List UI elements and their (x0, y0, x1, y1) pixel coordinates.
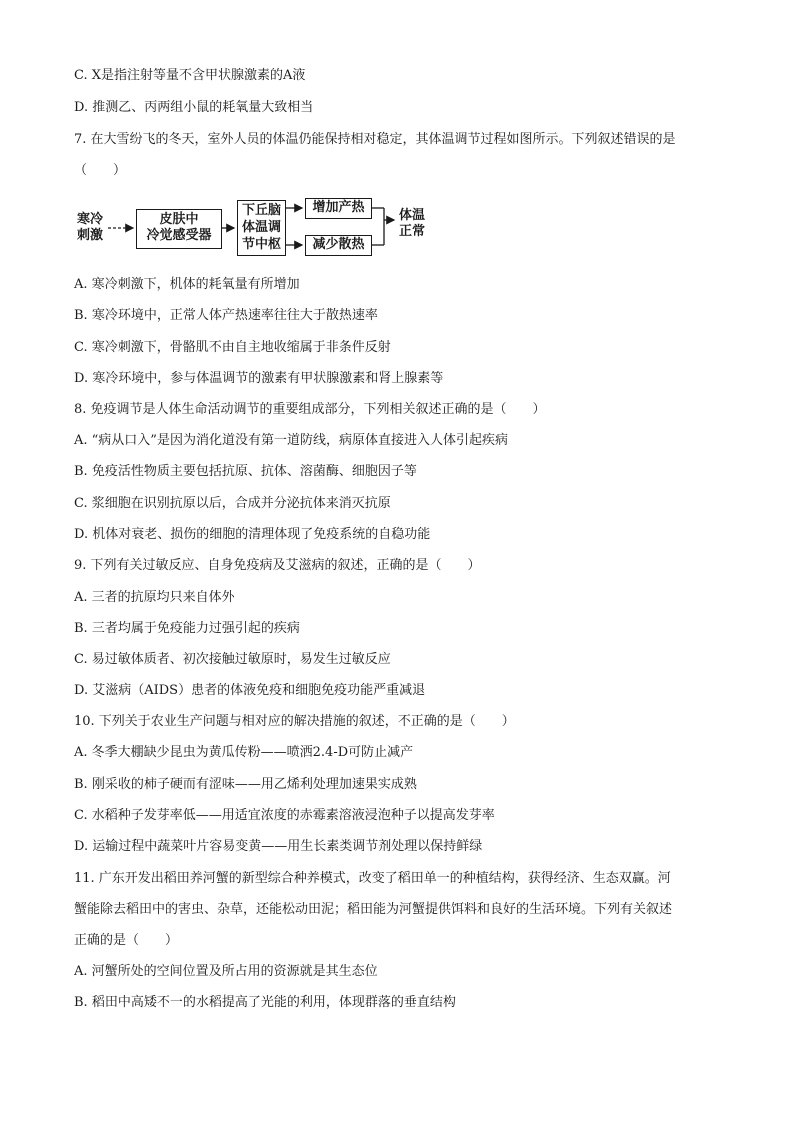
option-line: C. 浆细胞在识别抗原以后，合成并分泌抗体来消灭抗原 (74, 496, 391, 511)
question-stem: 11. 广东开发出稻田养河蟹的新型综合种养模式，改变了稻田单一的种植结构，获得经济、生态双赢。河 (74, 871, 671, 886)
question-stem: 7. 在大雪纷飞的冬天，室外人员的体温仍能保持相对稳定，其体温调节过程如图所示。下列叙述错误的是 (74, 132, 676, 147)
question-stem-continued: 蟹能除去稻田中的害虫、杂草，还能松动田泥；稻田能为河蟹提供饵料和良好的生活环境。下列有关叙述 (74, 902, 673, 917)
hypothalamus-label: 下丘脑 体温调 节中枢 (241, 203, 281, 252)
option-line: B. 免疫活性物质主要包括抗原、抗体、溶菌酶、细胞因子等 (74, 464, 417, 479)
thermoregulation-diagram (74, 196, 434, 256)
question-stem-continued: 正确的是（ ） (74, 933, 179, 948)
option-line: A. 冬季大棚缺少昆虫为黄瓜传粉——喷洒2.4-D可防止减产 (74, 745, 414, 760)
option-line: D. 推测乙、丙两组小鼠的耗氧量大致相当 (74, 100, 314, 115)
option-line: A. 寒冷刺激下，机体的耗氧量有所增加 (74, 277, 300, 292)
option-line: B. 刚采收的柿子硬而有涩味——用乙烯利处理加速果实成熟 (74, 777, 417, 792)
option-line: A. “病从口入”是因为消化道没有第一道防线，病原体直接进入人体引起疾病 (74, 433, 508, 448)
result-label: 体温 正常 (398, 208, 425, 239)
option-line: B. 寒冷环境中，正常人体产热速率往往大于散热速率 (74, 308, 378, 323)
option-line: C. 寒冷刺激下，骨骼肌不由自主地收缩属于非条件反射 (74, 340, 391, 355)
option-line: C. X是指注射等量不含甲状腺激素的A液 (74, 68, 306, 83)
question-stem-continued: （ ） (74, 163, 127, 178)
receptor-label: 皮肤中 冷觉感受器 (146, 212, 212, 243)
option-line: C. 水稻种子发芽率低——用适宜浓度的赤霉素溶液浸泡种子以提高发芽率 (74, 808, 495, 823)
option-line: A. 河蟹所处的空间位置及所占用的资源就是其生态位 (74, 964, 378, 979)
heat-production-label: 增加产热 (312, 200, 365, 215)
option-line: B. 稻田中高矮不一的水稻提高了光能的利用，体现群落的垂直结构 (74, 995, 456, 1010)
question-stem: 10. 下列关于农业生产问题与相对应的解决措施的叙述，不正确的是（ ） (74, 714, 515, 729)
heat-loss-label: 减少散热 (312, 237, 365, 252)
option-line: D. 艾滋病（AIDS）患者的体液免疫和细胞免疫功能严重减退 (74, 683, 426, 698)
option-line: D. 运输过程中蔬菜叶片容易变黄——用生长素类调节剂处理以保持鲜绿 (74, 839, 483, 854)
option-line: C. 易过敏体质者、初次接触过敏原时，易发生过敏反应 (74, 652, 391, 667)
question-stem: 9. 下列有关过敏反应、自身免疫病及艾滋病的叙述，正确的是（ ） (74, 558, 481, 573)
option-line: D. 寒冷环境中，参与体温调节的激素有甲状腺激素和肾上腺素等 (74, 371, 444, 386)
question-stem: 8. 免疫调节是人体生命活动调节的重要组成部分，下列相关叙述正确的是（ ） (74, 402, 546, 417)
option-line: A. 三者的抗原均只来自体外 (74, 590, 235, 605)
option-line: B. 三者均属于免疫能力过强引起的疾病 (74, 621, 300, 636)
option-line: D. 机体对衰老、损伤的细胞的清理体现了免疫系统的自稳功能 (74, 527, 431, 542)
stimulus-label: 寒冷 刺激 (76, 212, 103, 243)
